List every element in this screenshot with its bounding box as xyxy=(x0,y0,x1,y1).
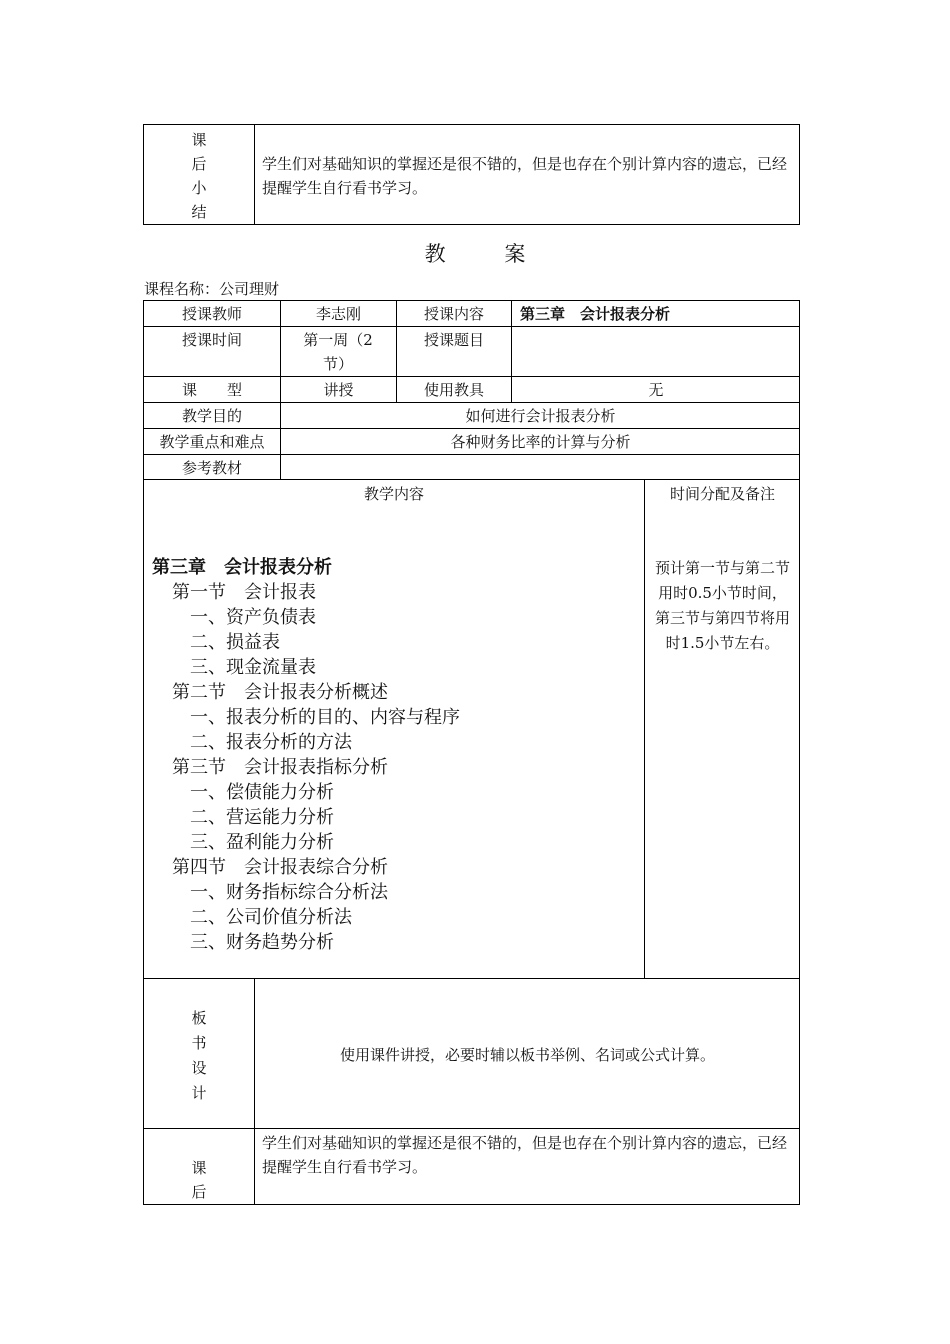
tools-value: 无 xyxy=(648,381,664,399)
content-label: 授课内容 xyxy=(423,305,484,323)
board-design-text: 使用课件讲授，必要时辅以板书举例、名词或公式计算。 xyxy=(339,1046,715,1064)
list-item: 三、现金流量表 xyxy=(190,657,316,678)
list-item: 第四节 会计报表综合分析 xyxy=(172,857,388,878)
list-item: 第一节 会计报表 xyxy=(172,582,316,603)
list-item: 二、营运能力分析 xyxy=(190,807,334,828)
board-design-label: 板 书 设 计 xyxy=(191,1009,207,1102)
lesson-outline xyxy=(152,555,460,955)
goal-label: 教学目的 xyxy=(181,407,242,425)
top-summary-label: 课 后 小 结 xyxy=(191,131,207,221)
list-item: 三、盈利能力分析 xyxy=(190,832,334,853)
list-item: 第二节 会计报表分析概述 xyxy=(172,682,388,703)
type-value: 讲授 xyxy=(323,381,354,399)
tools-label: 使用教具 xyxy=(423,381,484,399)
list-item: 一、报表分析的目的、内容与程序 xyxy=(190,707,460,728)
teacher-value: 李志刚 xyxy=(315,305,361,323)
teacher-label: 授课教师 xyxy=(181,305,242,323)
course-name: 课程名称：公司理财 xyxy=(144,280,280,298)
type-label: 课 型 xyxy=(181,381,242,399)
list-item: 一、财务指标综合分析法 xyxy=(190,882,388,903)
list-item: 一、资产负债表 xyxy=(190,607,316,628)
list-item: 第三节 会计报表指标分析 xyxy=(172,757,388,778)
time-note-header: 时间分配及备注 xyxy=(669,485,775,503)
content-header: 教学内容 xyxy=(363,485,424,503)
content-value: 第三章 会计报表分析 xyxy=(520,305,671,323)
bottom-summary-text: 学生们对基础知识的掌握还是很不错的，但是也存在个别计算内容的遗忘，已经提醒学生自行看书学习。 xyxy=(262,1134,788,1176)
key-value: 各种财务比率的计算与分析 xyxy=(450,433,631,451)
time-value: 第一周（2节） xyxy=(303,331,373,373)
page-title: 教 案 xyxy=(424,242,552,266)
list-item: 三、财务趋势分析 xyxy=(190,932,334,953)
list-item: 二、报表分析的方法 xyxy=(190,732,352,753)
list-item: 二、损益表 xyxy=(190,632,280,653)
time-label: 授课时间 xyxy=(181,331,242,349)
list-item: 二、公司价值分析法 xyxy=(190,907,352,928)
key-label: 教学重点和难点 xyxy=(159,433,265,451)
chapter-title: 第三章 会计报表分析 xyxy=(152,557,332,578)
ref-label: 参考教材 xyxy=(181,459,242,477)
topic-label: 授课题目 xyxy=(423,331,484,349)
list-item: 一、偿债能力分析 xyxy=(190,782,334,803)
bottom-summary-label: 课 后 xyxy=(191,1159,207,1201)
time-note: 预计第一节与第二节用时0.5小节时间，第三节与第四节将用时1.5小节左右。 xyxy=(654,559,790,652)
goal-value: 如何进行会计报表分析 xyxy=(465,407,616,425)
top-summary-text: 学生们对基础知识的掌握还是很不错的，但是也存在个别计算内容的遗忘，已经提醒学生自行看书学习。 xyxy=(262,155,788,197)
